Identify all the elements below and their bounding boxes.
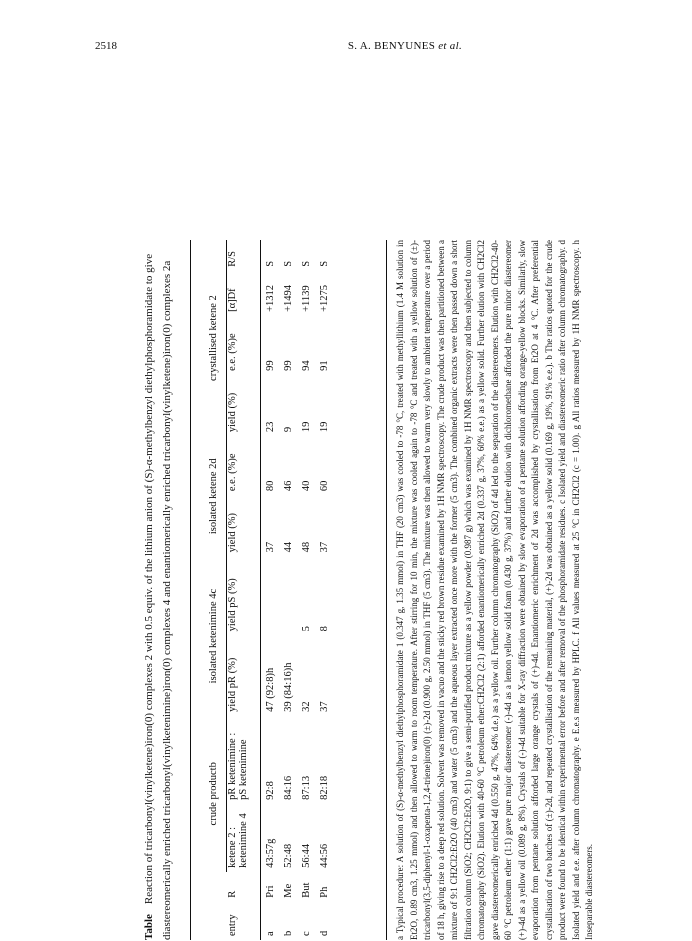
cell: 37	[265, 541, 276, 553]
group-isolated-ketenimine: isolated ketenimine 4c	[208, 556, 227, 715]
cell: 47 (92:8)h	[265, 667, 276, 712]
cell: c	[301, 931, 312, 936]
cell: 40	[301, 480, 312, 492]
group-crude-product: crude productb	[208, 716, 227, 872]
table-row	[301, 240, 319, 940]
group-isolated-ketene: isolated ketene 2d	[208, 436, 227, 556]
column-header-row	[227, 240, 261, 940]
cell: Ph	[319, 886, 330, 898]
cell: 23	[265, 421, 276, 433]
cell: 19	[301, 421, 312, 433]
col-r: R	[226, 890, 238, 898]
cell: +1139	[301, 285, 312, 312]
cell: 8	[319, 626, 330, 632]
cell: 48	[301, 541, 312, 553]
cell: Pri	[265, 885, 276, 898]
cell: 84:16	[283, 775, 294, 800]
cell: 80	[265, 480, 276, 492]
table-row	[283, 240, 301, 940]
col-rotation: [α]Df	[227, 288, 238, 312]
cell: Me	[283, 883, 294, 898]
col-pr-ps-ratio: pR ketenimine : pS ketenimine	[227, 732, 249, 800]
cell: S	[319, 260, 330, 267]
results-table	[208, 240, 337, 940]
running-head	[348, 40, 462, 52]
table-row	[319, 240, 337, 940]
cell: 99	[265, 360, 276, 371]
cell: S	[265, 260, 276, 267]
cell: 19	[319, 421, 330, 433]
cell: 94	[301, 360, 312, 371]
table-caption-text: Reaction of tricarbonyl(vinylketene)iron(0) complexes 2 with 0.5 equiv. of the lithium anion of (S)-α-methylbenzyl diethylphosphoramidate to give diastereomerically enriched tricarbonyl(vinylketenimine)iron(0) complexes 4 and enantiomerically enriched tricarbonyl(vinylketene)iron(0) complexes 2a	[143, 253, 173, 940]
col-cryst-yield: yield (%)	[227, 392, 238, 433]
cell: 9	[283, 426, 294, 433]
cell: 43:57g	[265, 838, 276, 868]
cell	[283, 556, 301, 635]
cell: 87:13	[301, 775, 312, 800]
cell: b	[283, 930, 294, 936]
cell	[265, 556, 283, 635]
col-yield-ps: yield pS (%)	[227, 578, 238, 632]
col-yield-pr: yield pR (%)	[227, 657, 238, 712]
col-cryst-ee: e.e. (%)e	[227, 333, 238, 371]
cell: S	[283, 260, 294, 267]
cell: 91	[319, 360, 330, 371]
cell: 44	[283, 541, 294, 553]
running-head-et-al: et al.	[438, 40, 462, 52]
running-head-authors: S. A. BENYUNES	[347, 40, 436, 52]
col-config: R/S	[227, 251, 238, 267]
group-crystallised-ketene: crystallised ketene 2	[208, 240, 227, 436]
cell: But	[301, 882, 312, 898]
cell: 56:44	[301, 843, 312, 868]
top-rule	[190, 240, 191, 940]
cell: +1312	[265, 285, 276, 312]
cell: +1275	[319, 285, 330, 312]
cell: 5	[301, 626, 312, 632]
col-entry: entry	[226, 914, 238, 936]
bottom-rule	[386, 240, 387, 940]
cell: 32	[301, 701, 312, 712]
cell: 82:18	[319, 775, 330, 800]
cell: 37	[319, 701, 330, 712]
cell: a	[265, 931, 276, 936]
page-number: 2518	[95, 40, 117, 52]
group-header-row	[208, 240, 227, 940]
cell: +1494	[283, 285, 294, 312]
cell: 99	[283, 360, 294, 371]
cell: d	[319, 930, 330, 936]
cell: 44:56	[319, 843, 330, 868]
rotated-table-block	[140, 120, 610, 940]
cell: 92:8	[265, 781, 276, 800]
table-footnotes: a Typical procedure: A solution of (S)-α-methylbenzyl diethylphosphoramidate 1 (0.347 g, 1.35 mmol) in THF (20 cm3) was cooled to -78 °C, treated with methyllithium (1.4 M solution in Et2O, 0.89 cm3, 1.25 mmol) and then allowed to warm to room temperature. After stirring for 10 min, the mixture was cooled again to -78 °C and treated with a yellow solution of (±)-tricarbonyl(3,5-diphenyl-1-oxapenta-1,2,4-triene)iron(0) (±)-2d (0.900 g, 2.50 mmol) in THF (5 cm3). The mixture was then allowed to warm very slowly to ambient temperature over a period of 18 h, giving rise to a deep red solution. Solvent was removed in vacuo and the sticky red brown residue examined by 1H NMR spectroscopy. The crude product was then partitioned between a mixture of 9:1 CH2Cl2:Et2O (40 cm3) and water (5 cm3) and the aqueous layer extracted once more with the former (5 cm3). The combined organic extracts were then passed down a short filtration column (SiO2; CH2Cl2:Et2O, 9:1) to give a semi-purified product mixture as a yellow powder (0.987 g) which was examined by 1H NMR spectroscopy and then subjected to column chromatography (SiO2). Elution with 40-60 °C petroleum ether:CH2Cl2 (2:1) afforded enantiomerically enriched 2d (0.337 g, 37%, 60% e.e.) as a yellow solid. Further elution with CH2Cl2 gave diastereomerically enriched 4d (0.550 g, 47%, 64% d.e.) as a yellow oil. Further column chromatography (SiO2) of 4d led to the separation of the diastereomers. Elution with CH2Cl2-40-60 °C petroleum ether (1:1) gave pure major diastereomer (-)-4d as a lemon yellow solid foam (0.430 g, 37%) and further elution with dichloromethane afforded the pure minor diastereomer (+)-4d as a yellow oil (0.089 g, 8%). Crystals of (-)-4d suitable for X-ray diffraction were obtained by slow evaporation of a pentane solution affording orange-yellow blocks. Similarly, slow evaporation from pentane solution afforded large orange crystals of (+)-4d. Enantiomeric enrichment of 2d was accomplished by crystallisation from Et2O at 4 °C. After preferential crystallisation of two batches of (±)-2d, and repeated crystallisation of the remaining material, (+)-2d was obtained as a yellow solid (0.169 g, 19%, 91% e.e.). b The ratios quoted for the crude product were found to be identical within experimental error before and after removal of the phosphoramidate residues. c Isolated yield and diastereomeric ratio after column chromatography. d Isolated yield and e.e. after column chromatography. e E.e.s measured by HPLC. f All values measured at 25 °C in CH2Cl2 (c = 1.00). g All ratios measured by 1H NMR spectroscopy. h Inseparable diastereomers.	[395, 240, 594, 940]
cell: 52:48	[283, 843, 294, 868]
col-ketene-ee: e.e. (%)e	[227, 453, 238, 492]
table-label: Table	[143, 914, 155, 940]
col-ketene-yield: yield (%)	[227, 512, 238, 553]
cell: 39 (84:16)h	[283, 662, 294, 712]
cell: S	[301, 260, 312, 267]
table-caption	[140, 240, 176, 940]
cell: 60	[319, 480, 330, 492]
cell: 37	[319, 541, 330, 553]
cell: 46	[283, 480, 294, 492]
table-row	[265, 240, 283, 940]
col-ketene-ratio: ketene 2 : ketenimine 4	[227, 813, 249, 868]
